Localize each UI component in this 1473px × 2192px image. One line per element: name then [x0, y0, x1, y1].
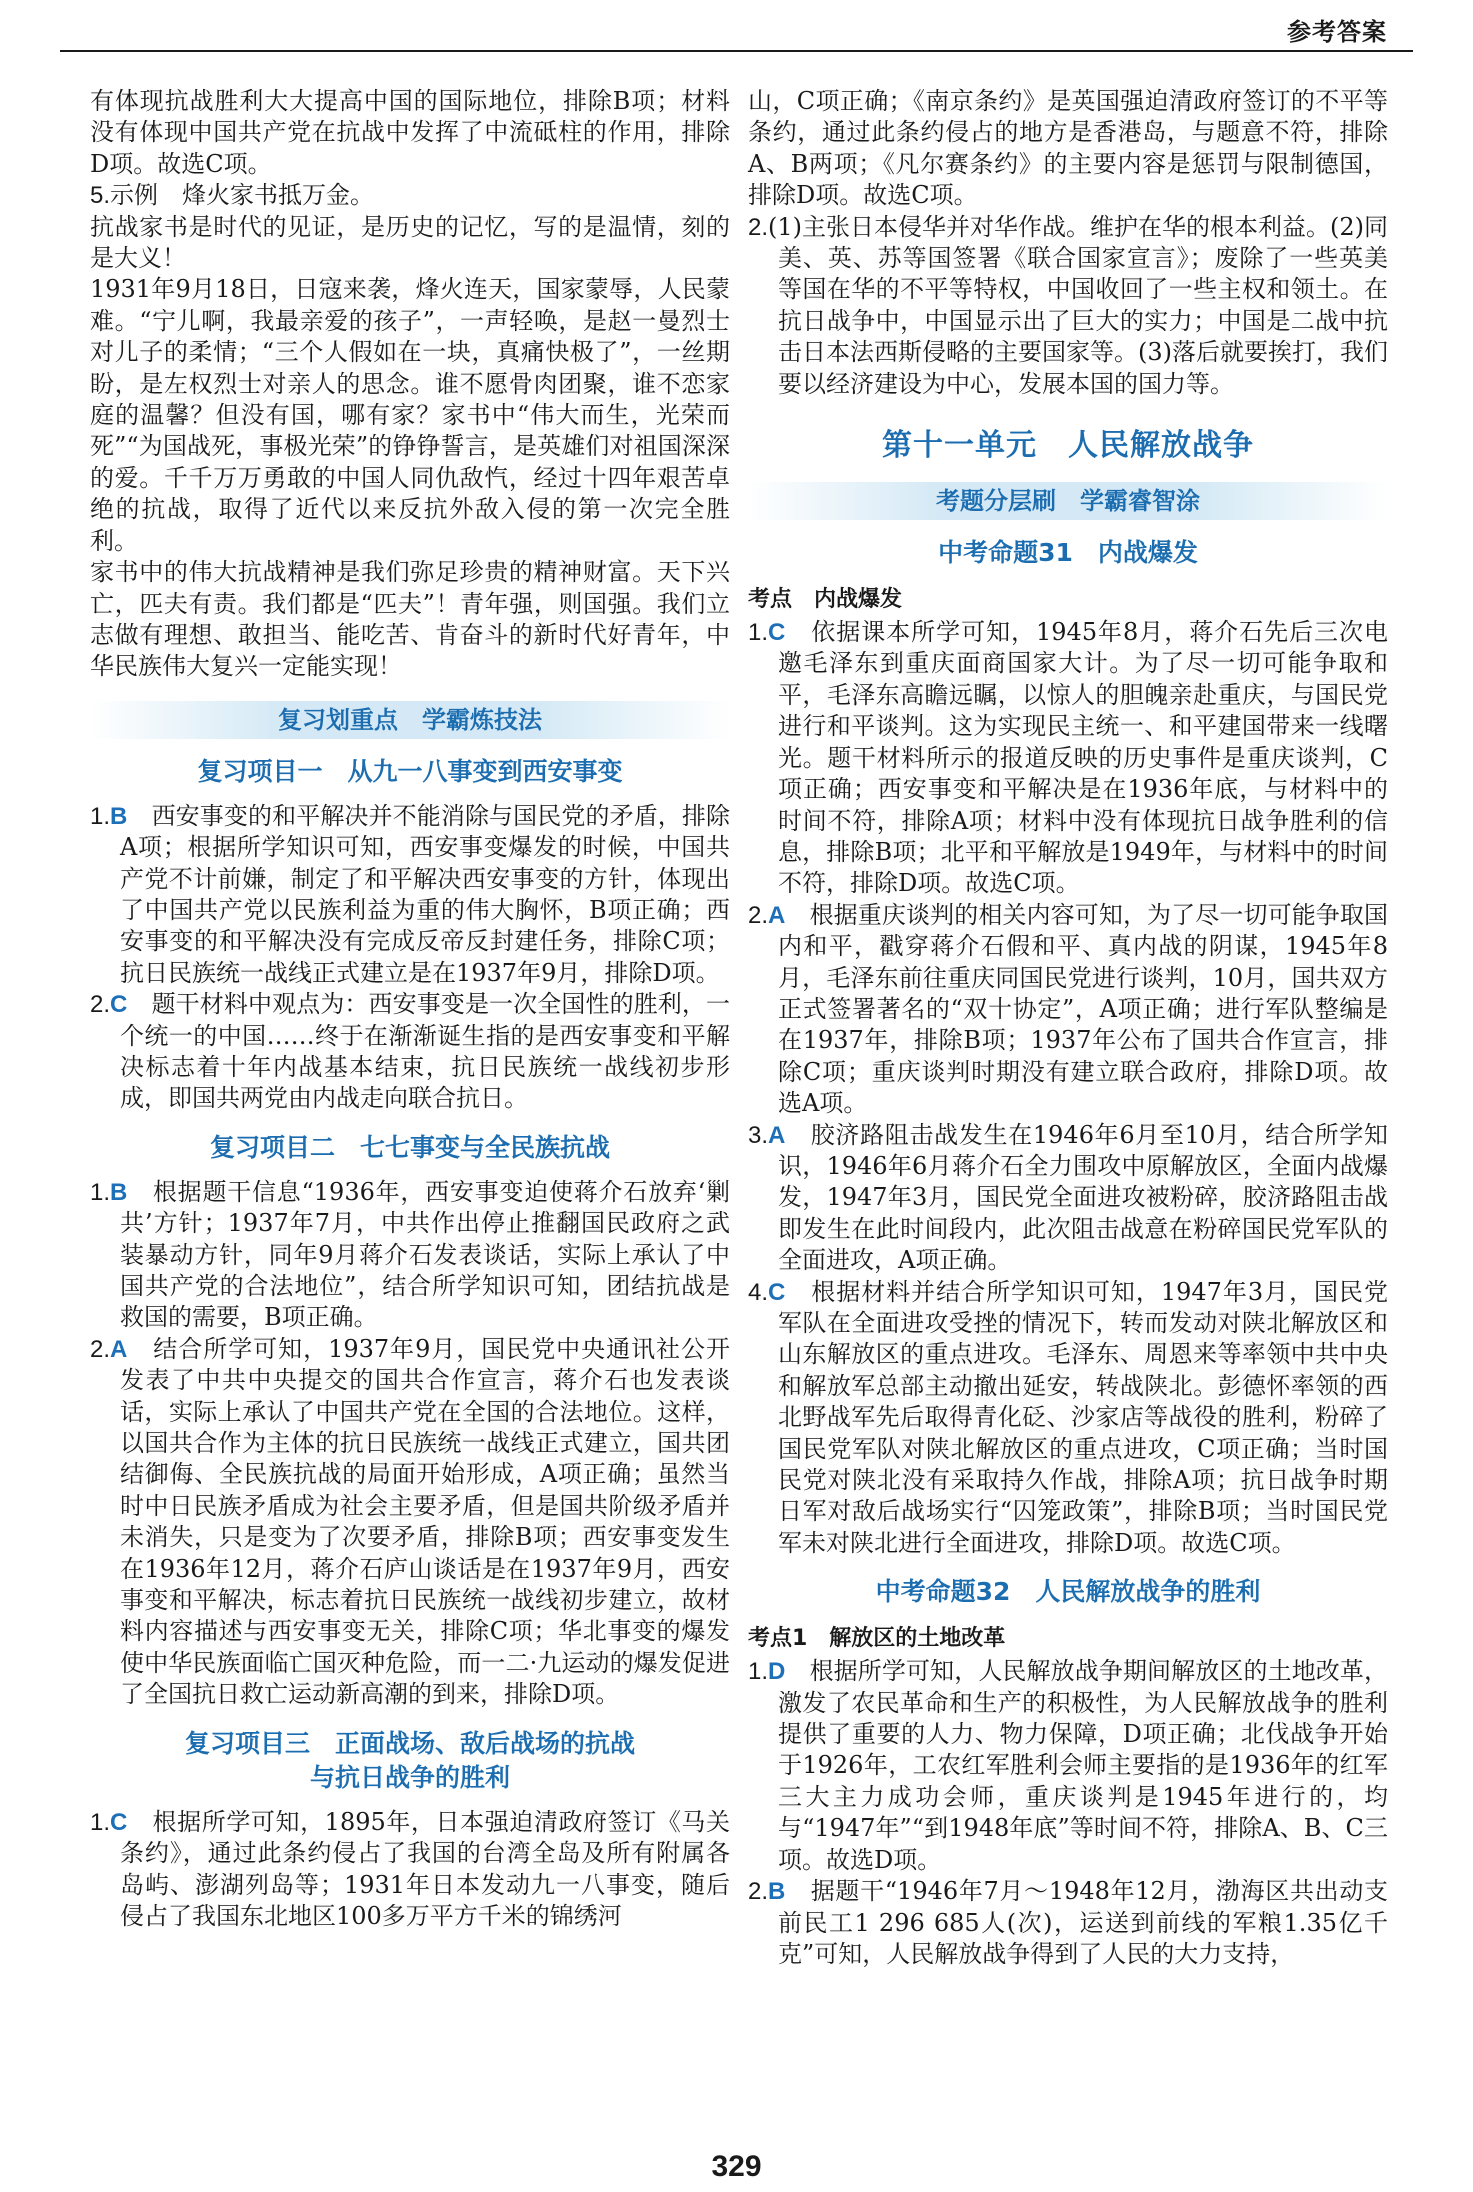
answer-letter: C	[110, 1808, 128, 1836]
item5-line	[90, 180, 730, 211]
answer-number: 2.	[90, 991, 111, 1019]
kaodian-label: 考点1 解放区的土地改革	[748, 1626, 1006, 1652]
answer-item	[90, 1807, 730, 1933]
answer-item	[748, 617, 1388, 900]
item-number: 5.	[90, 182, 111, 210]
section-title-line: 与抗日战争的胜利	[309, 1762, 510, 1792]
answer-item	[90, 801, 730, 989]
section-title-line: 复习项目三 正面战场、敌后战场的抗战	[184, 1728, 635, 1758]
answer-text: 根据所学可知，1895年，日本强迫清政府签订《马关条约》，通过此条约侵占了我国的台湾全岛及所有附属各岛屿、澎湖列岛等；1931年日本发动九一八事变，随后侵占了我国东北地区100多万平方千米的锦绣河	[120, 1807, 731, 1930]
answer-letter: B	[110, 802, 128, 830]
item5-paragraph: 抗战家书是时代的见证，是历史的记忆，写的是温情，刻的是大义！	[90, 212, 730, 273]
answer-number: 2.	[748, 901, 769, 929]
intro-paragraph: 有体现抗战胜利大大提高中国的国际地位，排除B项；材料没有体现中国共产党在抗战中发挥了中流砥柱的作用，排除D项。故选C项。	[90, 87, 730, 178]
answer-text: 据题干“1946年7月～1948年12月，渤海区共出动支前民工1 296 685人(次)，运送到前线的军粮1.35亿千克”可知，人民解放战争得到了人民的大力支持，	[778, 1877, 1389, 1968]
answer-letter: D	[768, 1658, 786, 1686]
answer-text: 依据课本所学可知，1945年8月，蒋介石先后三次电邀毛泽东到重庆面商国家大计。为了尽一切可能争取和平，毛泽东高瞻远瞩，以惊人的胆魄亲赴重庆，与国民党进行和平谈判。这为实现民主统一、和平建国带来一线曙光。题干材料所示的报道反映的历史事件是重庆谈判，C项正确；西安事变和平解决是在1936年底，与材料中的时间不符，排除A项；材料中没有体现抗日战争胜利的信息，排除B项；北平和平解放是1949年，与材料中的时间不符，排除D项。故选C项。	[778, 618, 1388, 898]
answer-letter: C	[110, 991, 128, 1019]
answer-letter: C	[768, 1278, 786, 1306]
answer-letter: A	[110, 1335, 128, 1363]
item5-paragraph: 1931年9月18日，日寇来袭，烽火连天，国家蒙辱，人民蒙难。“宁儿啊，我最亲爱的孩子”，一声轻唤，是赵一曼烈士对儿子的柔情；“三个人假如在一块，真痛快极了”，一丝期盼，是左权烈士对亲人的思念。谁不愿骨肉团聚，谁不恋家庭的温馨？但没有国，哪有家？家书中“伟大而生，光荣而死”“为国战死，事极光荣”的铮铮誓言，是英雄们对祖国深深的爱。千千万万勇敢的中国人同仇敌忾，经过十四年艰苦卓绝的抗战，取得了近代以来反抗外敌入侵的第一次完全胜利。	[90, 275, 730, 555]
answer-item	[748, 900, 1388, 1120]
answer-letter: A	[768, 1121, 786, 1149]
left-column	[90, 86, 730, 1932]
section-title	[90, 1727, 730, 1795]
answer-letter: B	[110, 1178, 128, 1206]
answer-item	[748, 1120, 1388, 1277]
header-rule	[60, 50, 1413, 52]
page-number: 329	[711, 2150, 762, 2183]
answer-item	[748, 212, 1388, 400]
header-label: 参考答案	[1287, 18, 1387, 46]
item5-title: 示例 烽火家书抵万金。	[110, 181, 375, 210]
answer-text: 根据所学可知，人民解放战争期间解放区的土地改革，激发了农民革命和生产的积极性，为人民解放战争的胜利提供了重要的人力、物力保障，D项正确；北伐战争开始于1926年，工农红军胜利会师主要指的是1936年的红军三大主力成功会师，重庆谈判是1945年进行的，均与“1947年”“到1948年底”等时间不符，排除A、B、C三项。故选D项。	[778, 1657, 1389, 1874]
answer-number: 3.	[748, 1121, 769, 1149]
section-banner: 复习划重点 学霸炼技法	[90, 701, 730, 739]
item5-paragraph: 家书中的伟大抗战精神是我们弥足珍贵的精神财富。天下兴亡，匹夫有责。我们都是“匹夫”！青年强，则国强。我们立志做有理想、敢担当、能吃苦、肯奋斗的新时代好青年，中华民族伟大复兴一定能实现！	[90, 558, 730, 681]
answer-letter: C	[768, 619, 786, 647]
right-column	[748, 86, 1388, 1970]
answer-number: 4.	[748, 1278, 769, 1306]
unit-title: 第十一单元 人民解放战争	[882, 428, 1254, 464]
answer-text: 根据材料并结合所学知识可知，1947年3月，国民党军队在全面进攻受挫的情况下，转而发动对陕北解放区和山东解放区的重点进攻。毛泽东、周恩来等率领中共中央和解放军总部主动撤出延安，转战陕北。彭德怀率领的西北野战军先后取得青化砭、沙家店等战役的胜利，粉碎了国民党军队对陕北解放区的重点进攻，C项正确；当时国民党对陕北没有采取持久作战，排除A项；抗日战争时期日军对敌后战场实行“囚笼政策”，排除B项；当时国民党军未对陕北进行全面进攻，排除D项。故选C项。	[778, 1277, 1388, 1557]
answer-item	[90, 1177, 730, 1334]
answer-item	[748, 1656, 1388, 1876]
answer-item	[90, 1334, 730, 1711]
answer-number: 2.	[748, 213, 769, 241]
answer-text: 题干材料中观点为：西安事变是一次全国性的胜利，一个统一的中国……终于在渐渐诞生指的是西安事变和平解决标志着十年内战基本结束，抗日民族统一战线初步形成，即国共两党由内战走向联合抗日。	[120, 990, 731, 1113]
answer-letter: B	[768, 1878, 786, 1906]
answer-item	[90, 989, 730, 1115]
answer-text: (1)主张日本侵华并对华作战。维护在华的根本利益。(2)同美、英、苏等国签署《联合国家宣言》；废除了一些英美等国在华的不平等特权，中国收回了一些主权和领土。在抗日战争中，中国显示出了巨大的实力；中国是二战中抗击日本法西斯侵略的主要国家等。(3)落后就要挨打，我们要以经济建设为中心，发展本国的国力等。	[768, 212, 1389, 398]
section-title: 复习项目一 从九一八事变到西安事变	[197, 756, 623, 786]
topic-title: 中考命题32 人民解放战争的胜利	[875, 1577, 1261, 1607]
answer-number: 1.	[748, 1658, 769, 1686]
answer-letter: A	[768, 901, 786, 929]
answer-item	[748, 1277, 1388, 1560]
topic-title: 中考命题31 内战爆发	[938, 538, 1198, 568]
answer-text: 西安事变的和平解决并不能消除与国民党的矛盾，排除A项；根据所学知识可知，西安事变爆发的时候，中国共产党不计前嫌，制定了和平解决西安事变的方针，体现出了中国共产党以民族利益为重的伟大胸怀，B项正确；西安事变的和平解决没有完成反帝反封建任务，排除C项；抗日民族统一战线正式建立是在1937年9月，排除D项。	[120, 801, 731, 987]
answer-text: 根据题干信息“1936年，西安事变迫使蒋介石放弃‘剿共’方针；1937年7月，中共作出停止推翻国民政府之武装暴动方针，同年9月蒋介石发表谈话，实际上承认了中国共产党的合法地位”，结合所学知识可知，团结抗战是救国的需要，B项正确。	[120, 1177, 731, 1332]
answer-text: 结合所学可知，1937年9月，国民党中央通讯社公开发表了中共中央提交的国共合作宣言，蒋介石也发表谈话，实际上承认了中国共产党在全国的合法地位。这样，以国共合作为主体的抗日民族统一战线正式建立，国共团结御侮、全民族抗战的局面开始形成，A项正确；虽然当时中日民族矛盾成为社会主要矛盾，但是国共阶级矛盾并未消失，只是变为了次要矛盾，排除B项；西安事变发生在1936年12月，蒋介石庐山谈话是在1937年9月，西安事变和平解决，标志着抗日民族统一战线初步建立，故材料内容描述与西安事变无关，排除C项；华北事变的爆发使中华民族面临亡国灭种危险，而一二·九运动的爆发促进了全国抗日救亡运动新高潮的到来，排除D项。	[120, 1334, 730, 1709]
answer-number: 1.	[748, 619, 769, 647]
answer-number: 2.	[748, 1878, 769, 1906]
answer-text: 胶济路阻击战发生在1946年6月至10月，结合所学知识，1946年6月蒋介石全力围攻中原解放区，全面内战爆发，1947年3月，国民党全面进攻被粉碎，胶济路阻击战即发生在此时间段内，此次阻击战意在粉碎国民党军队的全面进攻，A项正确。	[778, 1120, 1389, 1275]
kaodian-label: 考点 内战爆发	[748, 587, 903, 613]
answer-number: 2.	[90, 1335, 111, 1363]
continuation-paragraph: 山，C项正确；《南京条约》是英国强迫清政府签订的不平等条约，通过此条约侵占的地方是香港岛，与题意不符，排除A、B两项；《凡尔赛条约》的主要内容是惩罚与限制德国，排除D项。故选C项。	[748, 87, 1388, 210]
section-title: 复习项目二 七七事变与全民族抗战	[209, 1132, 610, 1162]
answer-number: 1.	[90, 1808, 111, 1836]
section-banner: 考题分层刷 学霸睿智涂	[748, 482, 1388, 520]
answer-text: 根据重庆谈判的相关内容可知，为了尽一切可能争取国内和平，戳穿蒋介石假和平、真内战的阴谋，1945年8月，毛泽东前往重庆同国民党进行谈判，10月，国共双方正式签署著名的“双十协定”，A项正确；进行军队整编是在1937年，排除B项；1937年公布了国共合作宣言，排除C项；重庆谈判时期没有建立联合政府，排除D项。故选A项。	[778, 900, 1389, 1118]
answer-number: 1.	[90, 802, 111, 830]
answer-number: 1.	[90, 1178, 111, 1206]
answer-item	[748, 1876, 1388, 1970]
